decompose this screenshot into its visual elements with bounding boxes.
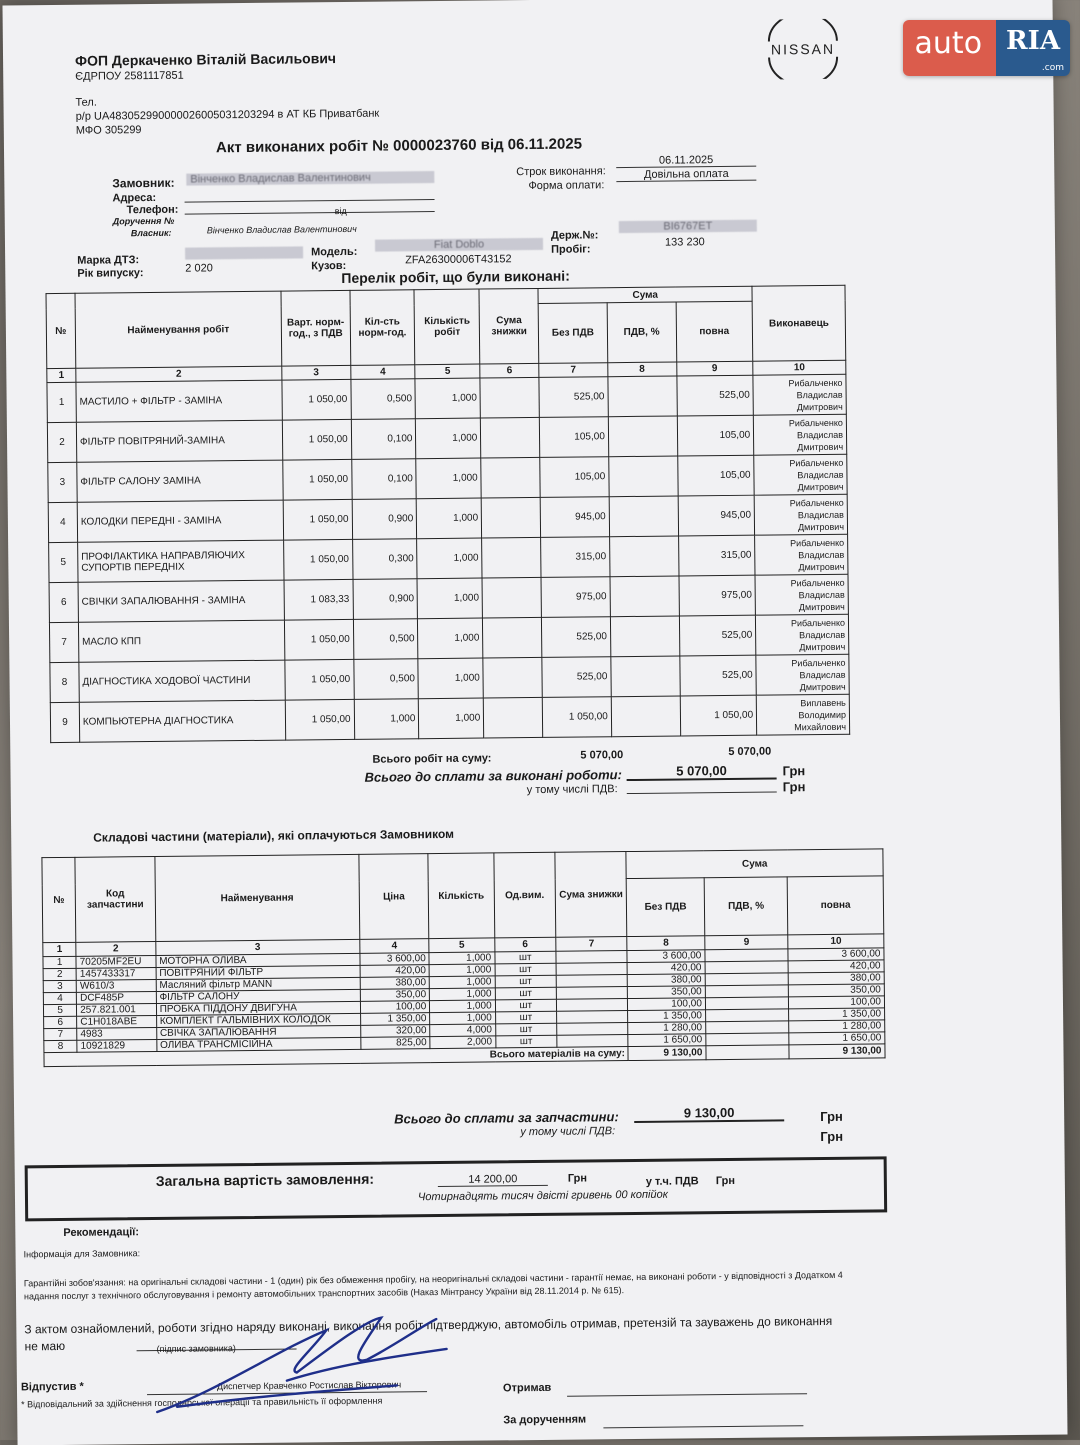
- parts-cell-discount: [556, 963, 628, 976]
- works-cell-name: ПРОФІЛАКТИКА НАПРАВЛЯЮЧИХ СУПОРТІВ ПЕРЕДНІХ: [78, 540, 284, 582]
- works-title: Перелік робіт, що були виконані:: [341, 267, 570, 287]
- works-cell-vat: [610, 576, 679, 617]
- works-cell-vat: [608, 416, 677, 457]
- grand-total-box: [25, 1156, 888, 1221]
- works-cell-performer: Рибальченко Владислав Дмитрович: [756, 654, 849, 695]
- works-cell-rate: 1 050,00: [284, 619, 353, 660]
- parts-cell-no: 2: [43, 968, 76, 980]
- parts-cell-no-vat: 100,00: [628, 998, 706, 1011]
- works-col-discount: Сума знижки: [479, 288, 539, 364]
- make-value-redacted: [185, 246, 303, 259]
- parts-cell-price: 350,00: [360, 989, 430, 1002]
- parts-cell-vat: [705, 949, 789, 962]
- parts-cell-no: 7: [44, 1028, 77, 1040]
- parts-cell-qty: 1,000: [430, 988, 495, 1001]
- parts-colnum: 9: [705, 935, 789, 950]
- parts-cell-code: 1457433317: [76, 967, 156, 980]
- parts-col-name: Найменування: [155, 854, 360, 941]
- parts-cell-discount: [557, 1011, 629, 1024]
- parts-vat-label: у тому числі ПДВ:: [520, 1125, 616, 1139]
- works-cell-qty: 1,000: [415, 378, 480, 419]
- works-cell-hours: 0,900: [352, 499, 417, 540]
- works-col-sum: Сума: [538, 286, 752, 303]
- works-cell-full: 975,00: [678, 575, 755, 616]
- parts-cell-no-vat: 420,00: [627, 962, 705, 975]
- works-cell-no: 1: [47, 382, 76, 422]
- parts-col-no: №: [42, 857, 76, 942]
- client-sign-caption: (підпис замовника): [156, 1343, 236, 1354]
- works-cell-qty: 1,000: [418, 618, 483, 659]
- grand-in-words: Чотирнадцять тисяч двісті гривень 00 копійок: [417, 1188, 668, 1204]
- parts-colnum: 5: [429, 938, 495, 953]
- works-cell-no-vat: 945,00: [540, 497, 609, 538]
- grand-vat-currency: Грн: [715, 1174, 736, 1188]
- works-cell-name: ДІАГНОСТИКА ХОДОВОЇ ЧАСТИНИ: [79, 660, 285, 702]
- works-cell-hours: 0,500: [351, 379, 416, 420]
- works-vat-line: [627, 791, 777, 794]
- parts-cell-qty: 1,000: [429, 964, 494, 977]
- received-label: Отримав: [502, 1381, 552, 1395]
- parts-cell-name: ФІЛЬТР САЛОНУ: [156, 989, 360, 1003]
- entrusted-label: Доручення №: [112, 215, 175, 227]
- works-cell-no: 2: [47, 422, 76, 462]
- info-label: Інформація для Замовника:: [23, 1248, 141, 1260]
- parts-cell-discount: [556, 987, 628, 1000]
- works-cell-qty: 1,000: [416, 418, 481, 459]
- works-cell-discount: [480, 377, 539, 418]
- works-cell-discount: [484, 697, 543, 738]
- works-col-performer: Виконавець: [752, 285, 846, 361]
- works-cell-no-vat: 525,00: [539, 377, 608, 418]
- works-cell-full: 525,00: [679, 655, 756, 696]
- works-cell-name: ФІЛЬТР ПОВІТРЯНИЙ-ЗАМІНА: [76, 420, 282, 462]
- works-cell-no-vat: 1 050,00: [542, 697, 611, 738]
- parts-cell-full: 3 600,00: [788, 948, 884, 961]
- works-pay-value: 5 070,00: [626, 762, 776, 781]
- payment-label: Форма оплати:: [528, 179, 605, 193]
- model-value: Fiat Doblo: [375, 238, 543, 252]
- parts-cell-full: 1 350,00: [789, 1008, 885, 1021]
- parts-col-unit: Од.вим.: [494, 852, 556, 938]
- parts-cell-no: 6: [44, 1016, 77, 1028]
- works-cell-performer: Рибальченко Владислав Дмитрович: [754, 494, 847, 535]
- parts-cell-vat: [705, 1009, 789, 1022]
- parts-cell-unit: шт: [495, 975, 556, 988]
- year-value: 2 020: [185, 262, 213, 275]
- works-colnum: 6: [480, 363, 539, 378]
- works-cell-performer: Виплавень Володимир Михайлович: [756, 694, 849, 735]
- works-cell-performer: Рибальченко Владислав Дмитрович: [755, 534, 848, 575]
- owner-value: Вінченко Владислав Валентинович: [206, 223, 357, 236]
- parts-cell-full: 350,00: [789, 984, 885, 997]
- works-cell-no: 4: [48, 502, 77, 542]
- works-cell-discount: [481, 497, 540, 538]
- works-cell-rate: 1 050,00: [285, 699, 354, 740]
- works-col-qty: Кількість робіт: [414, 289, 480, 365]
- parts-cell-price: 380,00: [360, 977, 430, 990]
- proxy-line: [603, 1425, 803, 1428]
- parts-cell-price: 420,00: [360, 965, 430, 978]
- document-sheet: [2, 0, 1067, 1445]
- deadline-label: Строк виконання:: [516, 165, 606, 179]
- parts-colnum: 3: [155, 939, 359, 955]
- works-cell-rate: 1 050,00: [285, 659, 354, 700]
- parts-cell-name: ОЛИВА ТРАНСМІСІЙНА: [156, 1037, 360, 1051]
- parts-cell-no: 8: [44, 1040, 77, 1052]
- parts-cell-qty: 2,000: [430, 1036, 495, 1049]
- parts-cell-name: ПОВІТРЯНИЙ ФІЛЬТР: [156, 965, 360, 979]
- plate-label: Держ.№:: [550, 229, 599, 242]
- parts-cell-discount: [557, 1023, 629, 1036]
- works-cell-name: КОЛОДКИ ПЕРЕДНІ - ЗАМІНА: [77, 500, 283, 542]
- works-cell-qty: 1,000: [416, 458, 481, 499]
- works-col-vat: ПДВ, %: [607, 302, 676, 363]
- parts-cell-name: Масляний фільтр MANN: [156, 977, 360, 991]
- parts-colnum: 1: [43, 942, 76, 956]
- parts-cell-price: 320,00: [361, 1025, 431, 1038]
- works-cell-discount: [481, 457, 540, 498]
- parts-vat-currency: Грн: [820, 1128, 844, 1145]
- deadline-value: 06.11.2025: [616, 154, 756, 168]
- parts-cell-full: 420,00: [788, 960, 884, 973]
- nissan-logo-text: NISSAN: [770, 40, 836, 58]
- responsible-note: * Відповідальний за здійснення господарської операції та правильність її оформлення: [21, 1395, 383, 1410]
- parts-col-price: Ціна: [359, 854, 429, 940]
- parts-cell-no-vat: 3 600,00: [627, 950, 705, 963]
- parts-col-full: повна: [788, 876, 884, 935]
- works-pay-currency: Грн: [782, 763, 806, 779]
- parts-cell-full: 100,00: [789, 996, 885, 1009]
- issuer-name: ФОП Деркаченко Віталій Васильович: [74, 50, 337, 69]
- works-cell-performer: Рибальченко Владислав Дмитрович: [756, 614, 849, 655]
- works-vat-currency: Грн: [782, 779, 806, 795]
- works-cell-no: 9: [50, 702, 79, 742]
- watermark-ria: [996, 20, 1070, 76]
- works-col-rate: Варт. норм-год., з ПДВ: [281, 290, 351, 366]
- parts-cell-full: 1 280,00: [789, 1020, 885, 1033]
- parts-cell-no: 1: [43, 956, 76, 968]
- phone-label: Телефон:: [126, 203, 179, 217]
- works-cell-qty: 1,000: [417, 498, 482, 539]
- parts-col-vat: ПДВ, %: [704, 877, 788, 936]
- parts-cell-unit: шт: [495, 1023, 556, 1036]
- parts-col-qty: Кількість: [428, 853, 494, 939]
- parts-cell-vat: [705, 961, 789, 974]
- grand-total-label: Загальна вартість замовлення:: [155, 1170, 375, 1189]
- parts-cell-name: ПРОБКА ПІДДОНУ ДВИГУНА: [156, 1001, 360, 1015]
- parts-cell-name: МОТОРНА ОЛИВА: [156, 953, 360, 967]
- works-colnum: 5: [415, 364, 480, 379]
- works-cell-qty: 1,000: [417, 538, 482, 579]
- parts-pay-label: Всього до сплати за запчастини:: [394, 1109, 619, 1127]
- works-cell-hours: 0,500: [353, 619, 418, 660]
- works-cell-no-vat: 525,00: [542, 657, 611, 698]
- works-cell-qty: 1,000: [418, 658, 483, 699]
- works-colnum: 2: [76, 366, 282, 382]
- watermark-ria-text: RIA: [1006, 26, 1060, 56]
- works-cell-rate: 1 050,00: [283, 499, 352, 540]
- parts-title: Складові частини (матеріали), які оплачуються Замовником: [93, 826, 455, 845]
- parts-table: [41, 848, 885, 1067]
- mileage-value: 133 230: [664, 236, 705, 249]
- works-cell-rate: 1 050,00: [282, 419, 351, 460]
- parts-cell-unit: шт: [495, 987, 556, 1000]
- received-line: [567, 1393, 807, 1397]
- parts-cell-full: 380,00: [789, 972, 885, 985]
- parts-cell-unit: шт: [495, 999, 556, 1012]
- works-colnum: 4: [350, 365, 415, 380]
- parts-cell-code: C1H018ABE: [77, 1015, 157, 1028]
- parts-colnum: 7: [556, 937, 628, 952]
- parts-cell-code: 4983: [77, 1027, 157, 1040]
- works-cell-no-vat: 105,00: [540, 457, 609, 498]
- body-value: ZFA26300006T43152: [405, 253, 512, 267]
- works-colnum: 10: [753, 360, 846, 375]
- works-cell-no-vat: 525,00: [542, 617, 611, 658]
- parts-cell-unit: шт: [495, 963, 556, 976]
- client-value: Вінченко Владислав Валентинович: [186, 171, 434, 186]
- client-label: Замовник:: [112, 175, 175, 191]
- works-cell-discount: [481, 417, 540, 458]
- parts-cell-unit: шт: [495, 1011, 556, 1024]
- address-label: Адреса:: [112, 191, 157, 205]
- parts-cell-code: DCF485P: [77, 991, 157, 1004]
- works-colnum: 3: [282, 365, 351, 380]
- works-cell-performer: Рибальченко Владислав Дмитрович: [753, 374, 846, 415]
- owner-label: Власник:: [130, 227, 172, 239]
- works-cell-performer: Рибальченко Владислав Дмитрович: [754, 454, 847, 495]
- parts-cell-unit: шт: [495, 1035, 556, 1048]
- works-cell-name: МАСЛО КПП: [78, 620, 284, 662]
- works-colnum: 1: [47, 368, 76, 382]
- parts-cell-code: 70205MF2EU: [76, 955, 156, 968]
- parts-col-code: Код запчастини: [75, 856, 155, 942]
- from-label: від: [334, 205, 347, 217]
- works-cell-discount: [482, 577, 541, 618]
- parts-cell-discount: [556, 999, 628, 1012]
- works-cell-rate: 1 050,00: [282, 379, 351, 420]
- works-cell-full: 525,00: [676, 375, 753, 416]
- parts-cell-discount: [557, 1035, 629, 1048]
- works-cell-name: КОМПЬЮТЕРНА ДІАГНОСТИКА: [79, 700, 285, 742]
- parts-cell-discount: [556, 975, 628, 988]
- parts-cell-vat: [706, 1021, 790, 1034]
- parts-colnum: 6: [494, 937, 556, 952]
- document-title: Акт виконаних робіт № 0000023760 від 06.11.2025: [215, 135, 583, 157]
- mileage-label: Пробіг:: [551, 243, 591, 256]
- works-cell-vat: [609, 536, 678, 577]
- works-cell-full: 1 050,00: [680, 695, 757, 736]
- works-col-name: Найменування робіт: [75, 291, 282, 368]
- year-label: Рік випуску:: [77, 267, 144, 280]
- works-cell-full: 525,00: [679, 615, 756, 656]
- works-cell-no: 7: [49, 622, 78, 662]
- parts-cell-no-vat: 1 350,00: [628, 1010, 706, 1023]
- works-col-no-vat: Без ПДВ: [538, 303, 607, 364]
- parts-pay-value: 9 130,00: [634, 1104, 784, 1123]
- grand-vat-label: у т.ч. ПДВ: [645, 1175, 699, 1188]
- handwritten-signature: [136, 1309, 467, 1422]
- works-cell-performer: Рибальченко Владислав Дмитрович: [755, 574, 848, 615]
- released-label: Відпустив *: [20, 1380, 84, 1394]
- parts-pay-currency: Грн: [820, 1108, 843, 1125]
- works-cell-vat: [611, 696, 680, 737]
- address-line: [185, 199, 435, 203]
- parts-cell-qty: 4,000: [430, 1024, 495, 1037]
- works-col-full: повна: [676, 301, 753, 362]
- works-cell-no: 3: [48, 462, 77, 502]
- works-cell-vat: [609, 496, 678, 537]
- parts-col-discount: Сума знижки: [555, 852, 627, 938]
- works-cell-discount: [483, 617, 542, 658]
- works-cell-no-vat: 105,00: [539, 417, 608, 458]
- issuer-edrpou: ЄДРПОУ 2581117851: [75, 69, 184, 83]
- works-cell-rate: 1 083,33: [284, 579, 353, 620]
- plate-value: BI6767ET: [619, 220, 757, 233]
- parts-total-full: 9 130,00: [789, 1044, 885, 1059]
- parts-cell-no: 3: [43, 980, 76, 992]
- works-colnum: 7: [539, 363, 608, 378]
- make-label: Марка ДТЗ:: [77, 254, 140, 267]
- model-label: Модель:: [311, 245, 358, 259]
- parts-col-no-vat: Без ПДВ: [627, 878, 705, 937]
- works-cell-hours: 0,100: [351, 419, 416, 460]
- parts-cell-code: W610/3: [76, 979, 156, 992]
- parts-cell-no-vat: 1 280,00: [628, 1022, 706, 1035]
- parts-cell-name: КОМПЛЕКТ ГАЛЬМІВНИХ КОЛОДОК: [156, 1013, 360, 1027]
- grand-total-value: 14 200,00: [438, 1173, 548, 1187]
- parts-colnum: 2: [76, 941, 156, 956]
- phone-line: [185, 211, 435, 215]
- parts-colnum: 8: [627, 936, 705, 951]
- parts-cell-no: 4: [43, 992, 76, 1004]
- parts-cell-vat: [705, 985, 789, 998]
- parts-cell-full: 1 650,00: [789, 1032, 885, 1045]
- works-cell-no: 8: [50, 662, 79, 702]
- works-cell-rate: 1 050,00: [284, 539, 353, 580]
- grand-total-currency: Грн: [567, 1172, 588, 1185]
- parts-cell-price: 3 600,00: [360, 953, 430, 966]
- works-cell-vat: [608, 376, 677, 417]
- works-cell-no: 6: [49, 582, 78, 622]
- works-cell-discount: [483, 657, 542, 698]
- works-col-hours: Кіл-сть норм-год.: [350, 290, 416, 366]
- works-cell-name: ФІЛЬТР САЛОНУ ЗАМІНА: [77, 460, 283, 502]
- works-cell-full: 105,00: [677, 415, 754, 456]
- works-total-label: Всього робіт на суму:: [372, 752, 492, 766]
- watermark-auto: auto: [903, 20, 997, 76]
- works-cell-full: 105,00: [677, 455, 754, 496]
- parts-cell-code: 10921829: [77, 1039, 157, 1052]
- works-cell-hours: 1,000: [354, 699, 419, 740]
- parts-cell-no-vat: 380,00: [628, 974, 706, 987]
- works-table: [46, 285, 851, 743]
- parts-cell-qty: 1,000: [430, 1000, 495, 1013]
- works-col-no: №: [46, 293, 76, 368]
- acknowledgement-text: З актом ознайомлений, роботи згідно наряду виконані, виконання робіт підтверджую, автомобіль отримав, претензій та зауважень до виконання не маю: [24, 1313, 833, 1354]
- parts-total-no-vat: 9 130,00: [628, 1046, 706, 1061]
- watermark-com: .com: [1041, 63, 1064, 73]
- works-cell-hours: 0,900: [353, 579, 418, 620]
- works-total-no-vat: 5 070,00: [580, 749, 624, 762]
- parts-cell-unit: шт: [495, 951, 556, 964]
- dispatcher-name: Диспетчер Кравченко Ростислав Вікторович: [216, 1379, 402, 1392]
- autoria-watermark: [903, 20, 1070, 76]
- works-cell-no-vat: 315,00: [541, 537, 610, 578]
- parts-cell-no: 5: [43, 1004, 76, 1016]
- parts-colnum: 4: [360, 939, 430, 954]
- recommendations-label: Рекомендації:: [63, 1226, 140, 1239]
- works-colnum: 8: [608, 362, 677, 377]
- works-cell-full: 945,00: [678, 495, 755, 536]
- parts-total-vat: [706, 1045, 790, 1060]
- parts-cell-name: СВІЧКА ЗАПАЛЮВАННЯ: [156, 1025, 360, 1039]
- works-cell-qty: 1,000: [419, 698, 484, 739]
- parts-cell-discount: [556, 951, 628, 964]
- works-cell-discount: [482, 537, 541, 578]
- works-cell-full: 315,00: [678, 535, 755, 576]
- parts-cell-code: 257.821.001: [77, 1003, 157, 1016]
- parts-col-sum: Сума: [626, 849, 883, 879]
- parts-colnum: 10: [788, 934, 884, 949]
- payment-value: Довільна оплата: [616, 168, 756, 182]
- works-cell-qty: 1,000: [417, 578, 482, 619]
- works-cell-hours: 0,500: [353, 659, 418, 700]
- works-cell-performer: Рибальченко Владислав Дмитрович: [753, 414, 846, 455]
- works-vat-label: у тому числі ПДВ:: [526, 783, 618, 797]
- works-cell-rate: 1 050,00: [283, 459, 352, 500]
- works-cell-hours: 0,300: [352, 539, 417, 580]
- parts-cell-no-vat: 1 650,00: [628, 1034, 706, 1047]
- body-label: Кузов:: [311, 259, 347, 273]
- works-pay-label: Всього до сплати за виконані роботи:: [364, 767, 622, 785]
- parts-cell-qty: 1,000: [430, 1012, 495, 1025]
- parts-cell-price: 825,00: [361, 1037, 431, 1050]
- issuer-tel: Тел.: [75, 96, 97, 109]
- works-cell-name: СВІЧКИ ЗАПАЛЮВАННЯ - ЗАМІНА: [78, 580, 284, 622]
- warranty-text: Гарантійні зобов'язання: на оригінальні складові частини - 1 (один) рік без обмеження пробігу, на неоригінальні складові частини - гарантії немає, на виконані роботи - у відповідності з Додатком 4 надання послуг з технічного обслуговування і ремонту автомобільних транспортних засобів (Наказ Мінтрансу України від 28.11.2014 р. № 615).: [23, 1269, 843, 1302]
- works-total-full: 5 070,00: [728, 745, 772, 758]
- parts-cell-price: 1 350,00: [360, 1013, 430, 1026]
- works-cell-no-vat: 975,00: [541, 577, 610, 618]
- issuer-mfo: МФО 305299: [75, 124, 142, 137]
- parts-cell-vat: [706, 1033, 790, 1046]
- parts-cell-vat: [705, 997, 789, 1010]
- parts-cell-qty: 1,000: [429, 976, 494, 989]
- parts-cell-price: 100,00: [360, 1001, 430, 1014]
- works-colnum: 9: [676, 361, 753, 376]
- proxy-label: За дорученням: [503, 1413, 587, 1427]
- issuer-account: р/р UA483052990000026005031203294 в АТ КБ Приватбанк: [75, 107, 380, 123]
- works-cell-vat: [611, 656, 680, 697]
- works-cell-hours: 0,100: [351, 459, 416, 500]
- parts-cell-no-vat: 350,00: [628, 986, 706, 999]
- parts-cell-qty: 1,000: [429, 952, 494, 965]
- works-cell-no: 5: [49, 542, 78, 582]
- parts-cell-vat: [705, 973, 789, 986]
- works-cell-vat: [609, 456, 678, 497]
- parts-total-label: Всього матеріалів на суму:: [44, 1047, 629, 1067]
- works-cell-name: МАСТИЛО + ФІЛЬТР - ЗАМІНА: [76, 380, 282, 422]
- nissan-logo: [755, 19, 852, 80]
- works-cell-vat: [610, 616, 679, 657]
- works-row: [50, 694, 849, 742]
